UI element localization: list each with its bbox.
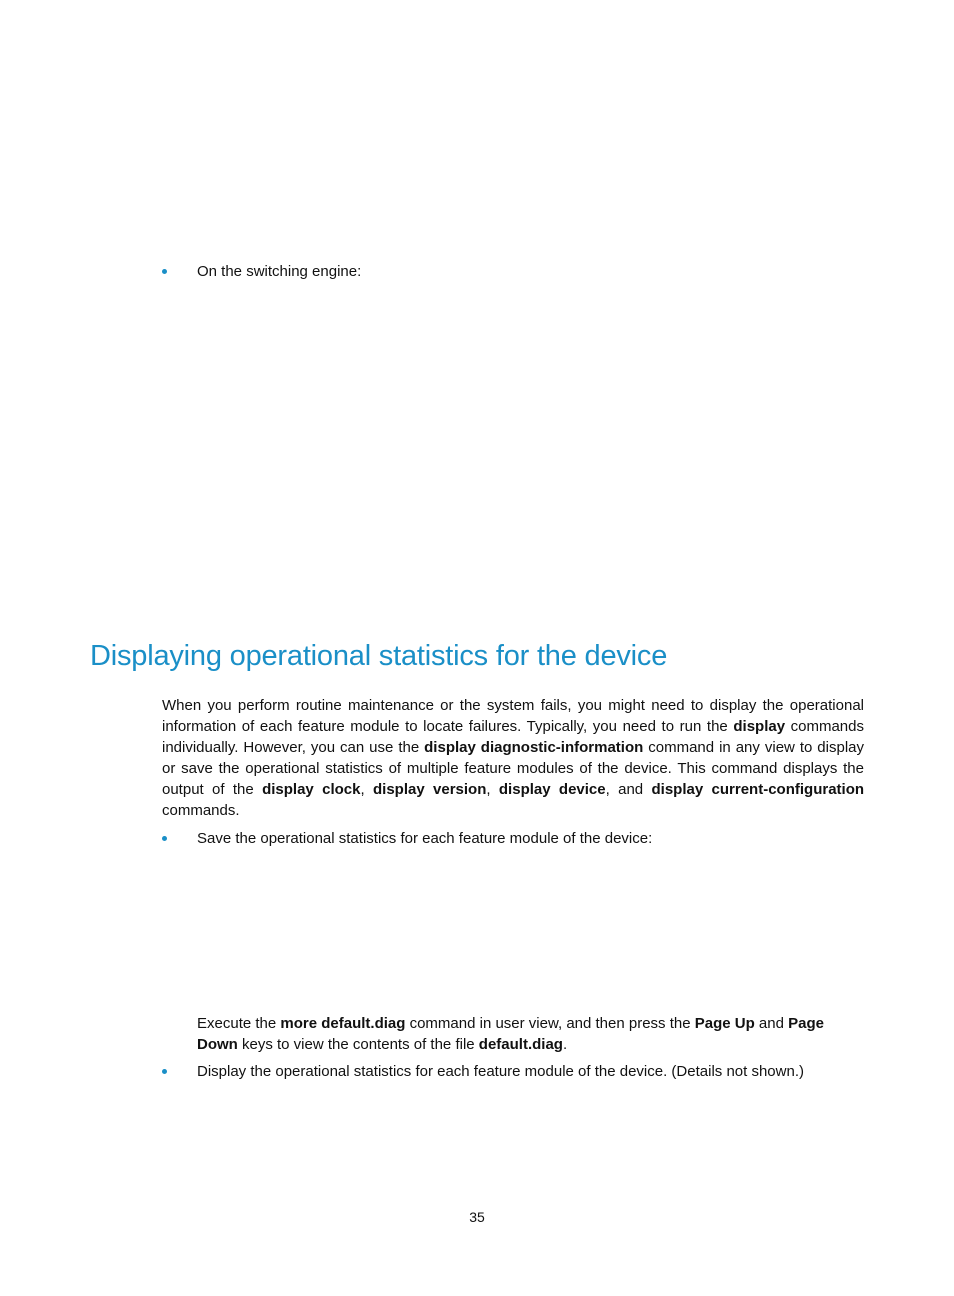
command-more-default-diag: more default.diag	[280, 1015, 406, 1032]
command-display-device: display device	[498, 781, 606, 798]
command-display-diagnostic-information: display diagnostic-information	[424, 739, 644, 756]
file-default-diag: default.diag	[478, 1036, 563, 1053]
exec-text: command in user view, and then press the	[405, 1015, 695, 1032]
para-text: commands individually. However, you can use the	[162, 718, 864, 756]
exec-text: .	[562, 1036, 568, 1053]
para-text: commands.	[162, 802, 240, 819]
para-text: ,	[360, 781, 373, 798]
command-display-version: display version	[372, 781, 487, 798]
bullet-text: Save the operational statistics for each feature module of the device:	[197, 830, 653, 847]
command-display: display	[733, 718, 786, 735]
key-page-up: Page Up	[694, 1015, 755, 1032]
bullet-text: Display the operational statistics for each feature module of the device. (Details not shown.)	[197, 1063, 804, 1080]
page-number: 35	[469, 1209, 485, 1225]
execute-instructions	[197, 1013, 864, 1055]
intro-paragraph	[162, 695, 864, 821]
para-text: command in any view to display or save the operational statistics of multiple feature modules of the device. This command displays the output of the	[162, 739, 864, 798]
exec-text: keys to view the contents of the file	[237, 1036, 479, 1053]
para-text: When you perform routine maintenance or the system fails, you might need to display the operational information of each feature module to locate failures. Typically, you need to run the	[162, 697, 864, 735]
bullet-dot-icon	[162, 269, 167, 274]
command-display-clock: display clock	[262, 781, 361, 798]
para-text: ,	[486, 781, 499, 798]
exec-text: Execute the	[197, 1015, 281, 1032]
bullet-text: On the switching engine:	[197, 263, 362, 280]
bullet-dot-icon	[162, 1069, 167, 1074]
para-text: , and	[605, 781, 652, 798]
section-heading: Displaying operational statistics for the device	[90, 640, 668, 672]
key-page-down: Page Down	[197, 1015, 824, 1053]
exec-text: and	[754, 1015, 789, 1032]
command-display-current-configuration: display current-configuration	[651, 781, 865, 798]
bullet-dot-icon	[162, 836, 167, 841]
